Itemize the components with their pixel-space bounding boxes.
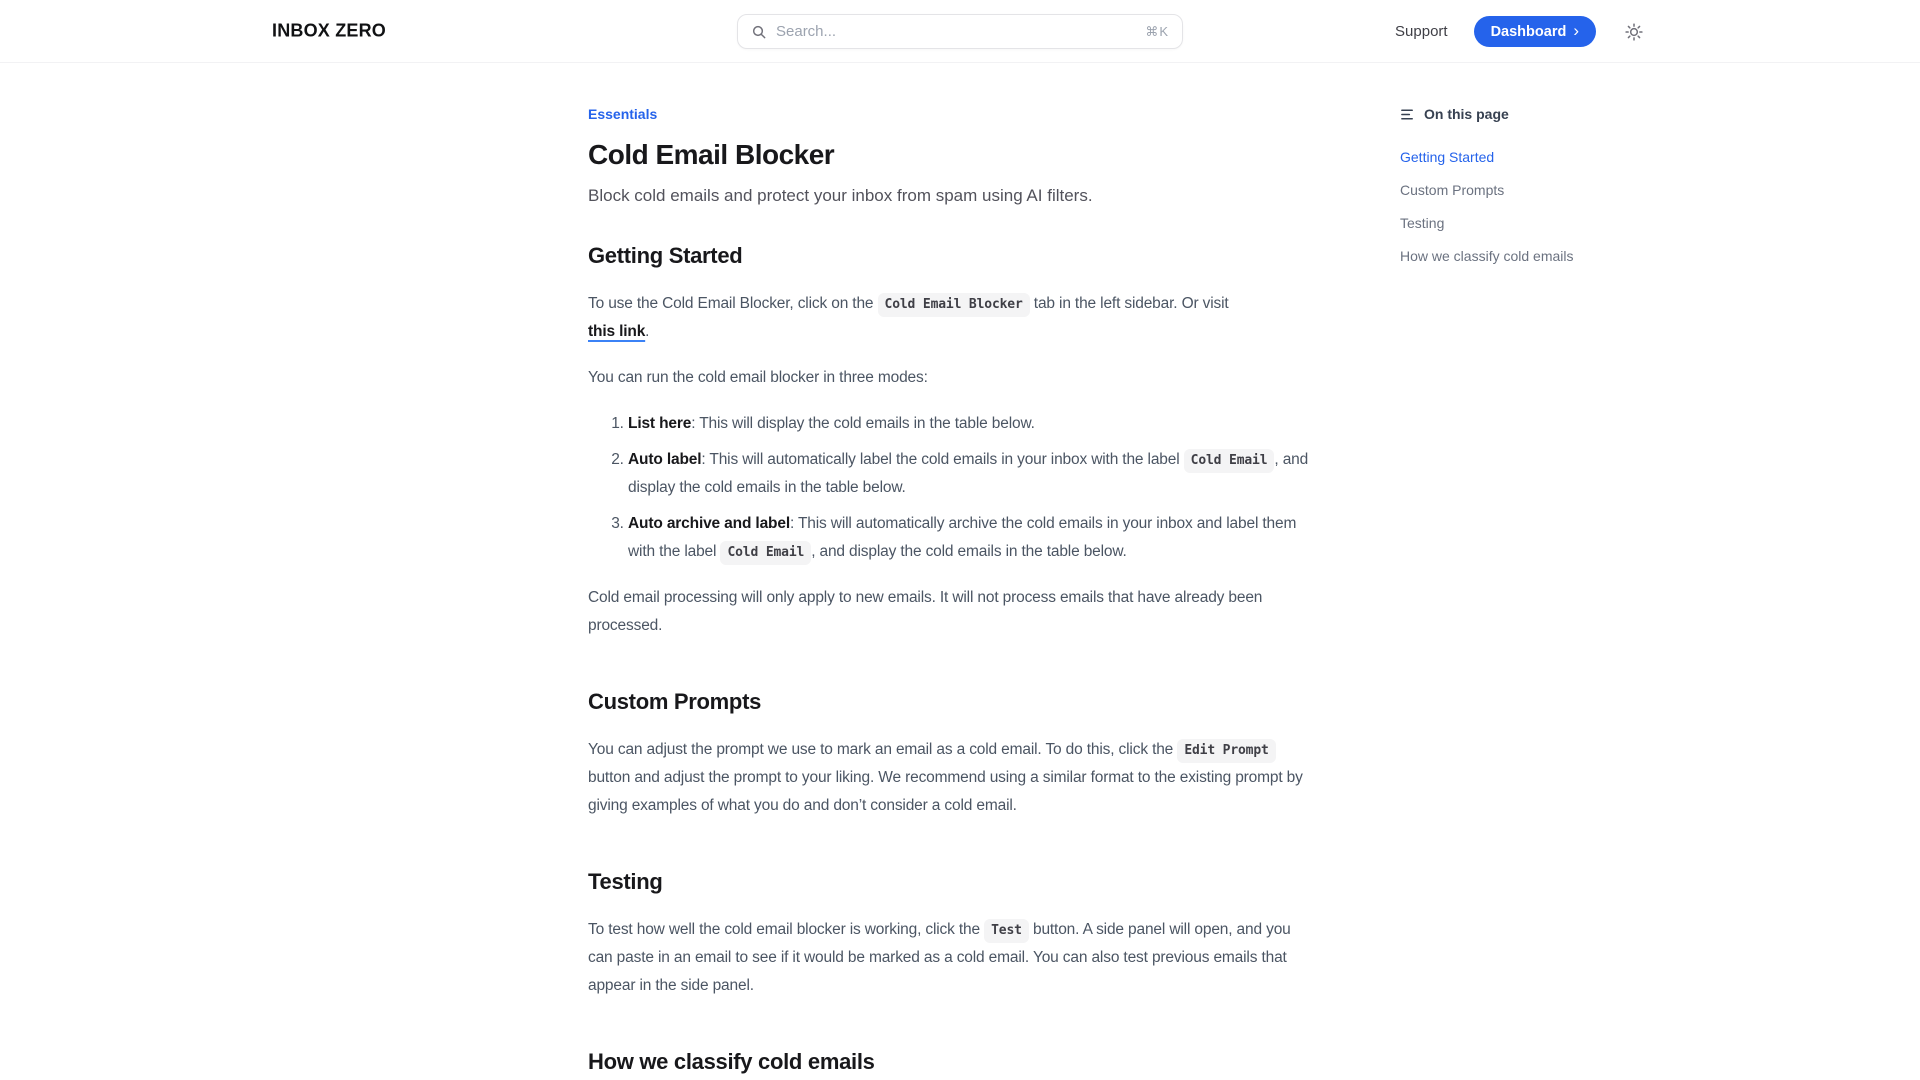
inline-code: Cold Email	[720, 541, 811, 565]
section-heading-custom-prompts: Custom Prompts	[588, 689, 762, 714]
toc-title: On this page	[1424, 106, 1509, 122]
nav-actions	[1395, 0, 1646, 63]
inline-code: Test	[984, 919, 1029, 943]
toc-link[interactable]: How we classify cold emails	[1400, 248, 1574, 264]
theme-toggle-button[interactable]	[1622, 20, 1646, 44]
dashboard-button-label: Dashboard	[1490, 23, 1567, 40]
toc-item-1[interactable]	[1400, 174, 1630, 207]
list-item: 1. List here: This will display the cold emails in the table below.	[628, 410, 1314, 438]
inline-link[interactable]: this link	[588, 323, 646, 340]
inline-code: Cold Email	[1184, 449, 1275, 473]
bold-text: Auto label	[628, 451, 702, 468]
toc-list	[1400, 141, 1630, 273]
doc-content	[588, 104, 1314, 1078]
modes-list	[588, 410, 1314, 566]
inline-code: Edit Prompt	[1177, 739, 1275, 763]
section-heading-getting-started: Getting Started	[588, 243, 743, 268]
toc-item-2[interactable]	[1400, 207, 1630, 240]
toc-link[interactable]: Getting Started	[1400, 149, 1495, 165]
search-input[interactable]	[776, 23, 1136, 40]
logo[interactable]: INBOX ZERO	[272, 20, 387, 41]
toc-link[interactable]: Testing	[1400, 215, 1445, 231]
chevron-right-icon: ›	[1573, 21, 1579, 40]
list-item: 2. Auto label: This will automatically label the cold emails in your inbox with the label Cold Email , and display the cold emails in the table below.	[628, 446, 1314, 502]
top-nav	[0, 0, 1920, 63]
page-title: Cold Email Blocker	[588, 139, 835, 170]
search-shortcut: ⌘K	[1145, 23, 1169, 39]
bold-text: List here	[628, 415, 692, 432]
toc-item-0[interactable]	[1400, 141, 1630, 174]
list-item: 3. Auto archive and label: This will automatically archive the cold emails in your inbox and label them with the label Cold Email , and display the cold emails in the table below.	[628, 510, 1314, 566]
toc-header	[1400, 104, 1630, 124]
toc-lines-icon	[1400, 107, 1415, 122]
bold-text: Auto archive and label	[628, 515, 790, 532]
paragraph: To test how well the cold email blocker is working, click the Test button. A side panel will open, and you can paste in an email to see if it would be marked as a cold email. You can also test previous emails that appear in the side panel.	[588, 921, 1291, 994]
on-this-page-panel	[1400, 104, 1630, 273]
support-link[interactable]: Support	[1395, 23, 1448, 40]
breadcrumb[interactable]: Essentials	[588, 106, 658, 122]
inline-code: Cold Email Blocker	[878, 293, 1030, 317]
paragraph: You can run the cold email blocker in three modes:	[588, 369, 928, 386]
section-heading-classify: How we classify cold emails	[588, 1049, 875, 1074]
search-bar[interactable]	[737, 14, 1183, 49]
sun-icon	[1624, 22, 1644, 42]
toc-item-3[interactable]	[1400, 240, 1630, 273]
paragraph: To use the Cold Email Blocker, click on the Cold Email Blocker tab in the left sidebar. Or visit this link.	[588, 295, 1229, 340]
dashboard-button[interactable]	[1474, 16, 1596, 47]
paragraph: Cold email processing will only apply to new emails. It will not process emails that have already been processed.	[588, 589, 1263, 634]
search-icon	[751, 24, 767, 40]
paragraph: You can adjust the prompt we use to mark an email as a cold email. To do this, click the Edit Prompt button and adjust the prompt to your liking. We recommend using a similar format to the existing prompt by giving examples of what you do and don’t consider a cold email.	[588, 741, 1303, 814]
section-heading-testing: Testing	[588, 869, 663, 894]
page-subtitle: Block cold emails and protect your inbox from spam using AI filters.	[588, 186, 1093, 205]
toc-link[interactable]: Custom Prompts	[1400, 182, 1505, 198]
